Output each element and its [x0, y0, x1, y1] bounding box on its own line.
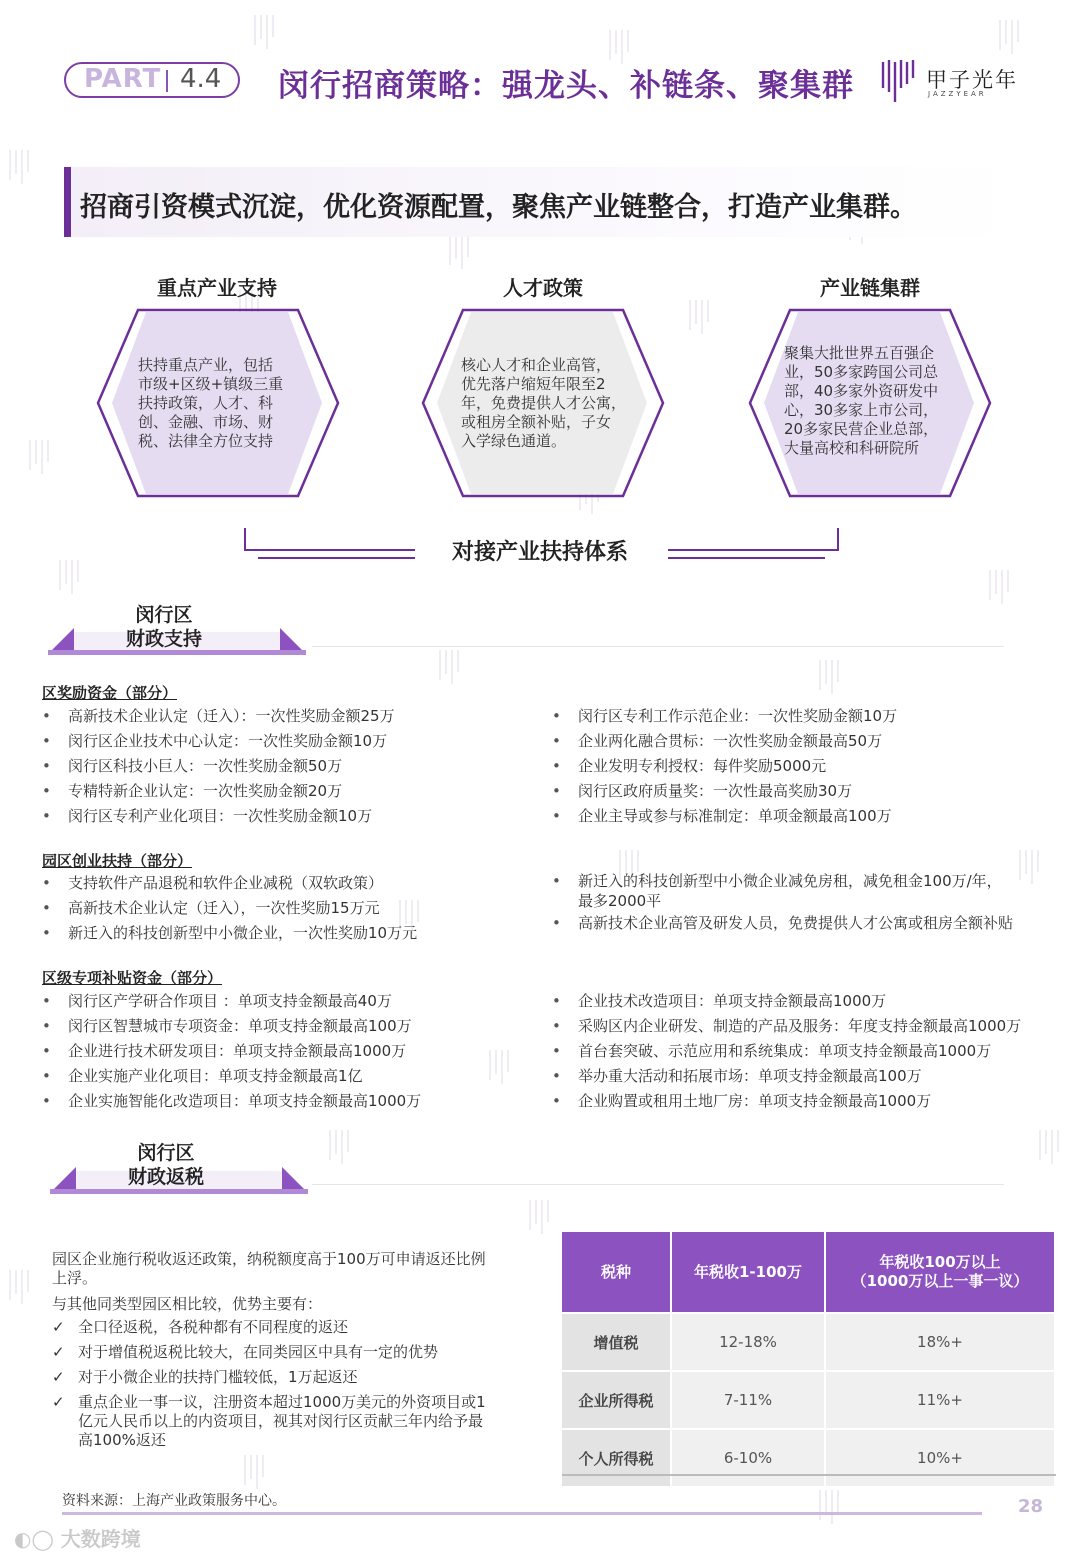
list-item: • 首台套突破、示范应用和系统集成：单项支持金额最高1000万: [552, 1042, 992, 1060]
table-cell: 6-10%: [671, 1429, 825, 1486]
check-icon: ✓: [52, 1343, 65, 1361]
list-item: • 高新技术企业认定（迁入）：一次性奖励金额25万: [42, 707, 395, 725]
list-item: • 闵行区智慧城市专项资金：单项支持金额最高100万: [42, 1017, 412, 1035]
list-item: • 企业进行技术研发项目：单项支持金额最高1000万: [42, 1042, 407, 1060]
part-label: PART: [84, 64, 162, 94]
rewards-list-left: [42, 704, 395, 829]
list-item: • 举办重大活动和拓展市场：单项支持金额最高100万: [552, 1067, 922, 1085]
table-cell: 12-18%: [671, 1313, 825, 1371]
list-item: • 采购区内企业研发、制造的产品及服务：年度支持金额最高1000万: [552, 1017, 1022, 1035]
list-item: • 新迁入的科技创新型中小微企业，一次性奖励10万元: [42, 924, 418, 942]
check-icon: ✓: [52, 1318, 65, 1336]
group-heading-subsidy: 区级专项补贴资金（部分）: [42, 969, 223, 987]
subtitle: 招商引资模式沉淀，优化资源配置，聚焦产业链整合，打造产业集群。: [80, 192, 917, 223]
part-number: 4.4: [180, 64, 222, 94]
list-item: • 企业购置或租用土地厂房：单项支持金额最高1000万: [552, 1092, 932, 1110]
list-item: • 新迁入的科技创新型中小微企业减免房租，减免租金100万/年，: [552, 872, 1002, 890]
list-item: • 闵行区专利工作示范企业：一次性奖励金额10万: [552, 707, 898, 725]
column-header: 税种: [562, 1232, 671, 1313]
tax-rate-table: [562, 1232, 1056, 1486]
startup-list-right: [552, 871, 1013, 936]
section-divider-1: [312, 646, 1004, 647]
column-header: 年税收1-100万: [671, 1232, 825, 1313]
page-title: 闵行招商策略：强龙头、补链条、聚集群: [278, 68, 854, 104]
pillar-title-talent: 人才政策: [503, 276, 583, 300]
tax-advantages-list: [52, 1318, 532, 1450]
pillar-title-industry: 重点产业支持: [157, 276, 277, 300]
list-item: • 企业主导或参与标准制定：单项金额最高100万: [552, 807, 892, 825]
tax-intro: 园区企业施行税收返还政策，纳税额度高于100万可申请返还比例 上浮。: [52, 1250, 486, 1287]
table-cell: 11%+: [825, 1371, 1055, 1429]
startup-list-left: [42, 871, 417, 946]
list-item: • 企业发明专利授权：每件奖励5000元: [552, 757, 827, 775]
list-item: • 支持软件产品退税和软件企业减税（双软政策）: [42, 874, 384, 892]
list-item: • 高新技术企业认定（迁入），一次性奖励15万元: [42, 899, 380, 917]
row-header: 企业所得税: [562, 1371, 671, 1429]
group-heading-rewards: 区奖励资金（部分）: [42, 684, 178, 702]
subsidy-list-left: [42, 989, 421, 1114]
logo-mark-icon: [880, 58, 916, 104]
list-item: • 高新技术企业高管及研发人员，免费提供人才公寓或租房全额补贴: [552, 914, 1014, 932]
subtitle-accent-bar: [64, 167, 71, 237]
pillar-title-cluster: 产业链集群: [820, 276, 920, 300]
logo-subtext: JAZZYEAR: [928, 90, 987, 98]
tax-compare-heading: 与其他同类型园区相比较，优势主要有：: [52, 1295, 323, 1313]
list-item: • 闵行区专利产业化项目：一次性奖励金额10万: [42, 807, 373, 825]
check-item: ✓ 对于增值税返税比较大，在同类园区中具有一定的优势: [52, 1343, 439, 1361]
subsidy-list-right: [552, 989, 1021, 1114]
rewards-list-right: [552, 704, 897, 829]
table-header-row: [562, 1232, 1055, 1313]
part-divider: [166, 70, 168, 92]
list-item: • 企业实施产业化项目：单项支持金额最高1亿: [42, 1067, 363, 1085]
support-system-label: 对接产业扶持体系: [451, 540, 628, 565]
list-item-continued: 最多2000平: [578, 892, 662, 910]
row-header: 增值税: [562, 1313, 671, 1371]
group-heading-startup: 园区创业扶持（部分）: [42, 852, 193, 870]
table-row: [562, 1429, 1055, 1486]
list-item: • 闵行区科技小巨人：一次性奖励金额50万: [42, 757, 343, 775]
list-item: • 专精特新企业认定：一次性奖励金额20万: [42, 782, 343, 800]
table-bottom-border: [562, 1474, 1056, 1476]
row-header: 个人所得税: [562, 1429, 671, 1486]
list-item: • 企业技术改造项目：单项支持金额最高1000万: [552, 992, 887, 1010]
source-note: 资料来源：上海产业政策服务中心。: [62, 1493, 286, 1509]
table-row: [562, 1371, 1055, 1429]
page-number: 28: [1018, 1496, 1044, 1517]
watermark-brand: ◐◯ 大数跨境: [14, 1527, 141, 1551]
logo-name: 甲子光年: [926, 68, 1018, 92]
check-icon: ✓: [52, 1393, 65, 1411]
list-item: • 企业两化融合贯标：一次性奖励金额最高50万: [552, 732, 883, 750]
table-cell: 7-11%: [671, 1371, 825, 1429]
table-cell: 10%+: [825, 1429, 1055, 1486]
check-item: ✓ 重点企业一事一议，注册资本超过1000万美元的外资项目或1 亿元人民币以上的内资项目，视其对闵行区贡献三年内给予最 高100%返还: [52, 1393, 486, 1449]
check-icon: ✓: [52, 1368, 65, 1386]
column-header: 年税收100万以上 （1000万以上一事一议）: [825, 1232, 1055, 1313]
check-item: ✓ 对于小微企业的扶持门槛较低，1万起返还: [52, 1368, 358, 1386]
list-item: • 闵行区政府质量奖：一次性最高奖励30万: [552, 782, 853, 800]
brand-icon: ◐◯: [14, 1527, 61, 1551]
table-cell: 18%+: [825, 1313, 1055, 1371]
list-item: • 闵行区企业技术中心认定：一次性奖励金额10万: [42, 732, 388, 750]
pillar-text-industry: 扶持重点产业，包括 市级+区级+镇级三重 扶持政策，人才、科 创、金融、市场、财 税、法律全方位支持: [138, 356, 284, 450]
check-item: ✓ 全口径返税，各税种都有不同程度的返还: [52, 1318, 349, 1336]
table-row: [562, 1313, 1055, 1371]
pillar-text-cluster: 聚集大批世界五百强企 业，50多家跨国公司总 部，40多家外资研发中 心，30多家上市公司， 20多家民营企业总部， 大量高校和科研院所: [784, 344, 939, 457]
list-item: • 企业实施智能化改造项目：单项支持金额最高1000万: [42, 1092, 422, 1110]
section-title-tax-rebate: 闵行区 财政返税: [127, 1142, 204, 1188]
section-title-fiscal-support: 闵行区 财政支持: [125, 604, 202, 650]
pillar-text-talent: 核心人才和企业高管， 优先落户缩短年限至2 年，免费提供人才公寓， 或租房全额补贴，子女 入学绿色通道。: [461, 356, 627, 450]
footer-line: [62, 1512, 982, 1515]
section-divider-2: [312, 1184, 1004, 1185]
list-item: • 闵行区产学研合作项目 ：单项支持金额最高40万: [42, 992, 392, 1010]
